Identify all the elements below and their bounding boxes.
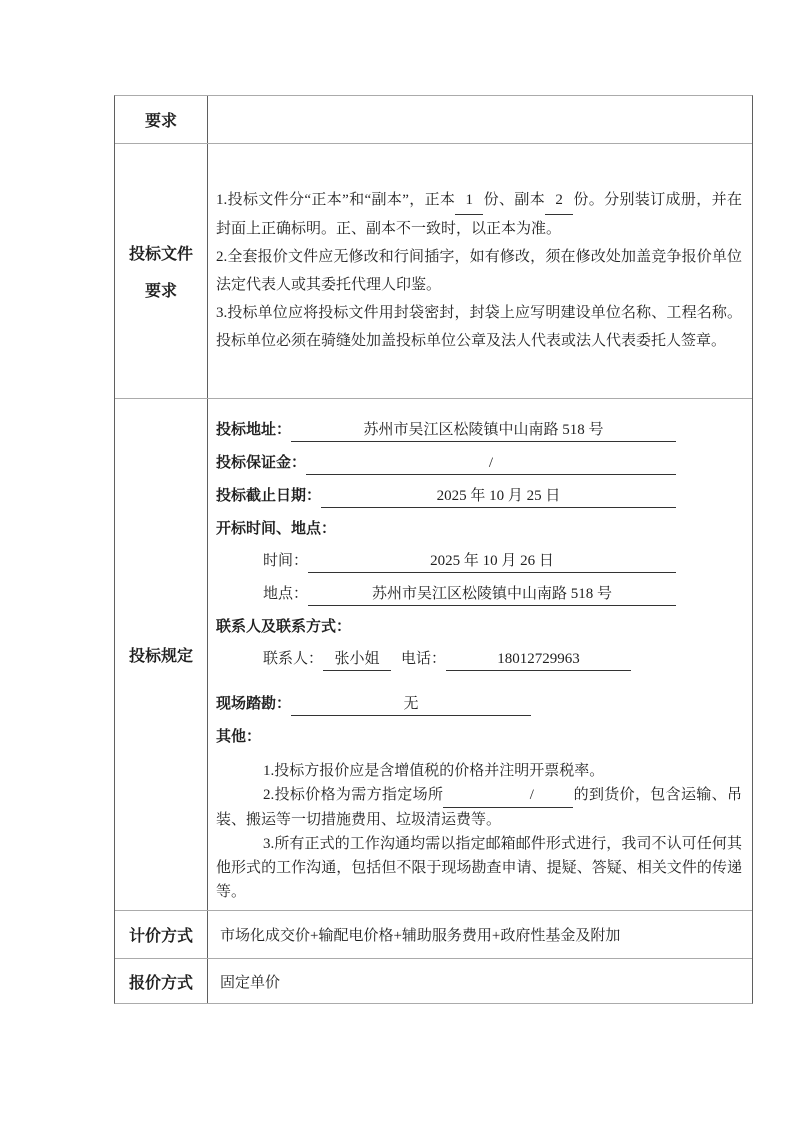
original-copies-blank: 1 [455,186,483,215]
contact-name-value: 张小姐 [323,649,391,671]
duplicate-copies-blank: 2 [545,186,573,215]
row-header-quotation-method [115,959,208,1003]
bid-address-field [216,420,742,442]
other-item-3: 3.所有正式的工作沟通均需以指定邮箱邮件形式进行，我司不认可任何其他形式的工作沟通，包括但不限于现场勘查申请、提疑、答疑、相关文件的传递等。 [216,836,742,900]
opening-time-label: 时间： [263,553,309,569]
row-header-quotation-method-text: 报价方式 [128,974,193,992]
bid-requirements-table [114,95,753,1004]
site-visit-field [216,694,742,716]
contact-phone-value: 18012729963 [446,649,631,671]
row-header-bid-regulations-text: 投标规定 [128,648,193,665]
opening-place-field [216,584,742,606]
row-header-requirement [115,96,208,143]
contact-heading: 联系人及联系方式： [216,619,352,635]
other-item-2 [216,783,742,832]
row-header-bid-regulations [115,399,208,910]
quotation-method-value: 固定单价 [220,974,281,991]
contact-name-label: 联系人： [263,651,324,667]
bid-doc-item-1 [216,186,742,243]
table-row-bid-document-requirements [115,144,752,399]
table-row-requirement [115,96,752,144]
requirement-content-cell [208,96,752,143]
other-item-1: 1.投标方报价应是含增值税的价格并注明开票税率。 [263,763,605,779]
bid-doc-item-1-text-b: 份、副本 [483,192,546,208]
row-header-bid-document-requirements [115,144,208,398]
contact-field [216,649,742,671]
pricing-method-value: 市场化成交价+输配电价格+辅助服务费用+政府性基金及附加 [220,928,621,944]
opening-time-field [216,551,742,573]
bid-document-requirements-cell [208,144,752,398]
bid-deadline-label: 投标截止日期： [216,488,322,504]
bid-address-value: 苏州市吴江区松陵镇中山南路 518 号 [291,420,676,442]
row-header-line1: 投标文件 [128,246,193,263]
opening-place-value: 苏州市吴江区松陵镇中山南路 518 号 [308,584,676,606]
bid-regulations-cell [208,399,752,910]
bid-doc-item-1-text-c: 份。分别装订成册，并在封面上正确标明。正、副本不一致时，以正本为准。 [216,192,742,237]
bid-deadline-field [216,486,742,508]
delivery-location-blank: / [443,783,573,808]
opening-heading: 开标时间、地点： [216,521,337,537]
opening-time-value: 2025 年 10 月 26 日 [308,551,676,573]
table-row-bid-regulations [115,399,752,911]
bid-deadline-value: 2025 年 10 月 25 日 [321,486,676,508]
bid-deposit-value: / [306,453,676,475]
site-visit-value: 无 [291,694,531,716]
row-header-pricing-method [115,911,208,958]
bid-deposit-label: 投标保证金： [216,455,307,471]
row-header-pricing-method-text: 计价方式 [128,928,193,945]
table-row-quotation-method [115,959,752,1003]
bid-doc-item-1-text-a: 1.投标文件分“正本”和“副本”，正本 [216,192,456,208]
site-visit-label: 现场踏勘： [216,696,292,712]
contact-phone-label: 电话： [401,651,447,667]
table-row-pricing-method [115,911,752,959]
other-heading: 其他： [216,729,262,745]
other-item-2-text-b: 的到货价，包含运输、吊装、搬运等一切措施费用、垃圾清运费等。 [216,787,742,828]
row-header-requirement-text: 要求 [144,113,177,130]
row-header-line2: 要求 [144,283,177,300]
other-item-2-text-a: 2.投标价格为需方指定场所 [263,787,444,803]
opening-place-label: 地点： [263,586,309,602]
bid-address-label: 投标地址： [216,422,292,438]
bid-doc-item-2: 2.全套报价文件应无修改和行间插字，如有修改，须在修改处加盖竞争报价单位法定代表人或其委托代理人印鉴。 [216,249,742,293]
bid-doc-item-3: 3.投标单位应将投标文件用封袋密封，封袋上应写明建设单位名称、工程名称。投标单位必须在骑缝处加盖投标单位公章及法人代表或法人代表委托人签章。 [216,305,742,349]
bid-deposit-field [216,453,742,475]
